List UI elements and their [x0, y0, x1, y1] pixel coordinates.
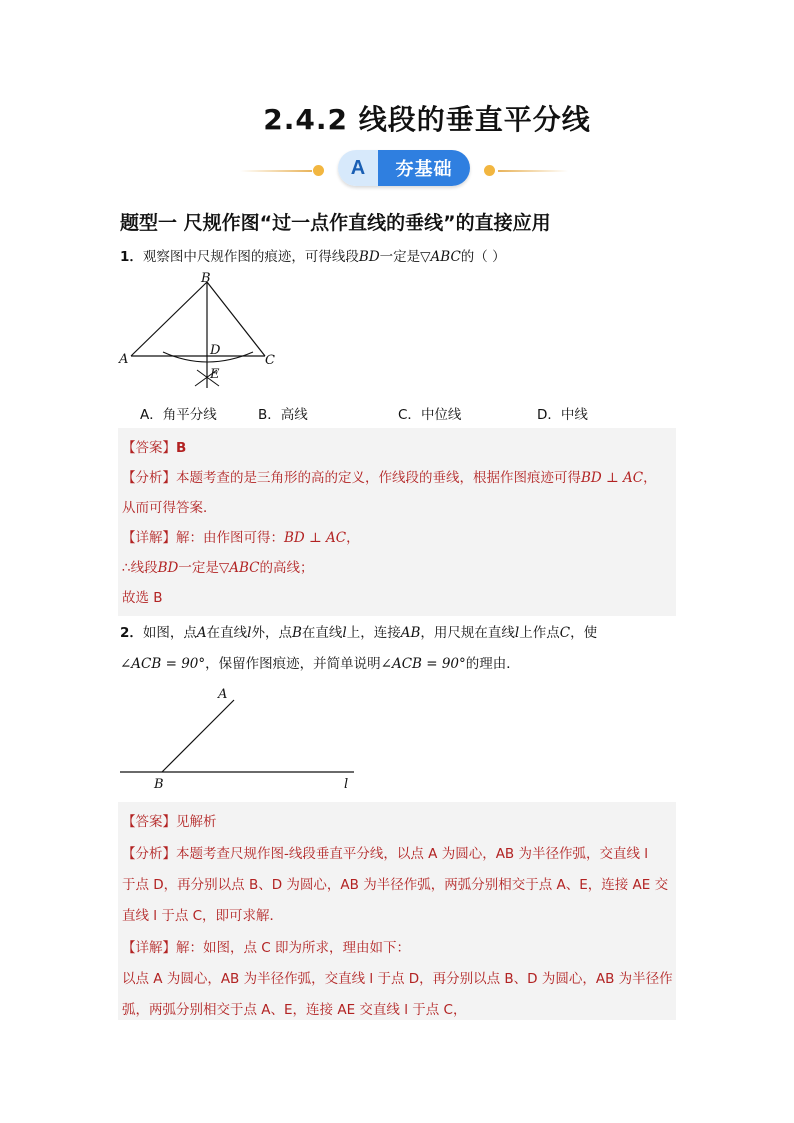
detail-line-2 [122, 967, 673, 987]
point-label: A [196, 625, 207, 641]
option-d[interactable] [537, 403, 588, 423]
stem-text: 如图，点 [142, 625, 197, 641]
segment-label: AB [400, 625, 421, 641]
stem-text: 外，点 [251, 625, 292, 641]
line-label: l [342, 625, 347, 641]
analysis-label: 【分析】 [122, 846, 176, 862]
label-B: B [154, 777, 164, 792]
answer-label: 【答案】 [122, 814, 176, 830]
detail-text: 解：由作图可得： [176, 530, 284, 546]
stem-text: 在直线 [301, 625, 343, 641]
line-label: l [247, 625, 252, 641]
stem-text: 上，连接 [346, 625, 401, 641]
stem-text: 一定是 [379, 249, 421, 265]
label-A: A [218, 687, 228, 702]
line-label: l [514, 625, 520, 641]
option-key: A． [140, 407, 163, 423]
answer-label: 【答案】 [122, 440, 176, 456]
answer-line [122, 436, 186, 456]
analysis-line-1 [122, 466, 657, 486]
analysis-text: ， [643, 470, 657, 486]
question-1-figure [115, 272, 285, 394]
math-expression: ∠ACB = 90° [380, 656, 466, 672]
stem-text: 观察图中尺规作图的痕迹，可得线段 [142, 249, 359, 265]
option-b[interactable] [258, 403, 308, 423]
detail-text: 以点 A 为圆心，AB 为半径作弧，交直线 l 于点 D，再分别以点 B、D 为圆心，AB 为半径作 [122, 971, 673, 987]
detail-text: ∴线段 [122, 560, 158, 576]
stem-text: 上作点 [519, 625, 560, 641]
page-title: 2.4.2 线段的垂直平分线 [263, 103, 591, 136]
detail-text: 解：如图，点 C 即为所求，理由如下： [176, 940, 411, 956]
triangle-label: ▽ABC [218, 560, 260, 576]
decorative-line-right [498, 170, 568, 172]
analysis-line-2 [122, 873, 668, 893]
badge-text: 夯基础 [378, 150, 470, 186]
segment-label: BD [157, 560, 179, 576]
detail-text: 故选 B [122, 590, 163, 606]
analysis-label: 【分析】 [122, 470, 176, 486]
question-2-stem-line-2 [120, 654, 520, 674]
detail-text: ， [346, 530, 360, 546]
badge-letter: A [338, 150, 378, 186]
detail-line-1 [122, 936, 410, 956]
analysis-text: 于点 D，再分别以点 B、D 为圆心，AB 为半径作弧，两弧分别相交于点 A、E，连接 AE 交 [122, 877, 669, 893]
analysis-line-1 [122, 842, 648, 862]
option-text: 高线 [280, 407, 308, 423]
detail-line-1 [122, 526, 360, 546]
option-text: 中位线 [420, 407, 462, 423]
question-1-stem [120, 247, 506, 267]
analysis-text: 从而可得答案． [122, 500, 217, 516]
question-1-answer-box [118, 428, 676, 616]
stem-text: ，用尺规在直线 [420, 625, 515, 641]
analysis-text: 本题考查的是三角形的高的定义，作线段的垂线，根据作图痕迹可得 [176, 470, 581, 486]
question-2-answer-box [118, 802, 676, 1020]
detail-line-3 [122, 586, 163, 606]
question-number: 1． [120, 249, 143, 265]
analysis-line-3 [122, 904, 283, 924]
analysis-line-2 [122, 496, 217, 516]
math-expression: ∠ACB = 90° [120, 656, 206, 672]
analysis-text: 直线 l 于点 C，即可求解． [122, 908, 284, 924]
label-l: l [344, 777, 349, 792]
question-number: 2． [120, 625, 143, 641]
math-expression: BD ⊥ AC [284, 530, 347, 546]
stem-text: ，保留作图痕迹，并简单说明 [205, 656, 381, 672]
stem-text: 的理由． [465, 656, 520, 672]
stem-text: 的（ ） [460, 249, 506, 265]
stem-text: 在直线 [206, 625, 248, 641]
label-D: D [210, 343, 221, 358]
detail-label: 【详解】 [122, 530, 176, 546]
detail-line-2 [122, 556, 313, 576]
option-key: B． [258, 407, 281, 423]
detail-line-3 [122, 998, 466, 1018]
option-key: D． [537, 407, 561, 423]
question-2-figure [116, 682, 366, 794]
detail-text: 的高线； [259, 560, 314, 576]
label-C: C [265, 353, 275, 368]
label-B: B [201, 272, 211, 286]
option-text: 角平分线 [162, 407, 217, 423]
answer-value: 见解析 [176, 814, 217, 830]
option-key: C． [398, 407, 421, 423]
answer-line [122, 810, 217, 830]
decorative-line-left [240, 170, 312, 172]
decorative-dot-left [313, 165, 324, 176]
detail-text: 弧，两弧分别相交于点 A、E，连接 AE 交直线 l 于点 C， [122, 1002, 467, 1018]
option-c[interactable] [398, 403, 461, 423]
point-label: C [559, 625, 571, 641]
label-A: A [119, 352, 129, 367]
label-E: E [210, 367, 220, 382]
section-heading: 题型一 尺规作图“过一点作直线的垂线”的直接应用 [120, 212, 551, 234]
detail-text: 一定是 [178, 560, 219, 576]
answer-value: B [176, 440, 187, 456]
segment-label: BD [358, 249, 380, 265]
stem-text: ，使 [570, 625, 598, 641]
triangle-label: ▽ABC [420, 249, 461, 265]
analysis-text: 本题考查尺规作图-线段垂直平分线，以点 A 为圆心，AB 为半径作弧，交直线 l [176, 846, 649, 862]
option-a[interactable] [140, 403, 217, 423]
level-badge [338, 150, 470, 186]
question-2-stem-line-1 [120, 623, 597, 643]
decorative-dot-right [484, 165, 495, 176]
detail-label: 【详解】 [122, 940, 176, 956]
point-label: B [291, 625, 302, 641]
section-badge-row [240, 150, 560, 190]
option-text: 中线 [560, 407, 588, 423]
math-expression: BD ⊥ AC [581, 470, 644, 486]
